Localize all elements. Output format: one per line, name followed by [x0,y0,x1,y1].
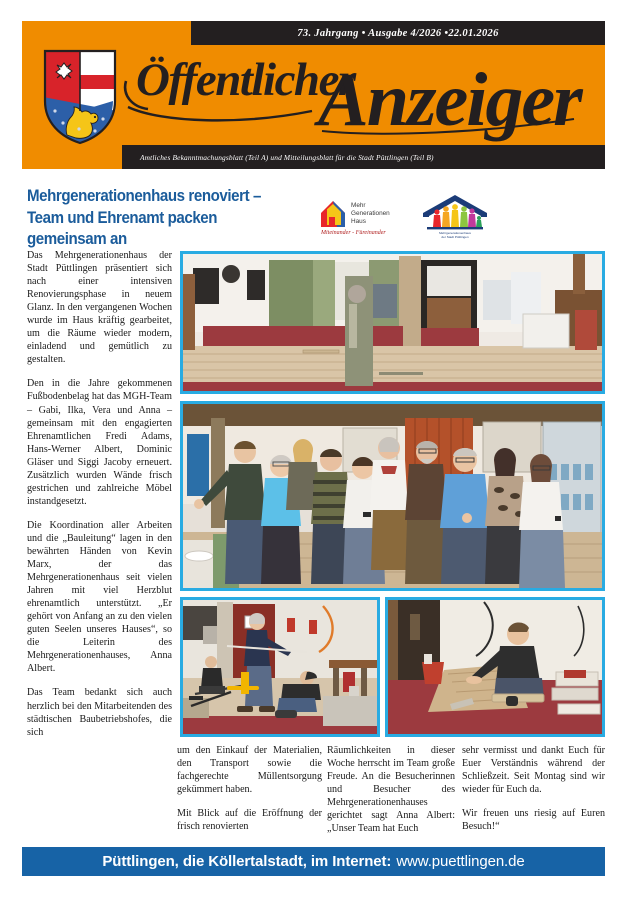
article-logos [317,193,497,239]
paragraph: Mit Blick auf die Eröffnung der frisch renovierten [177,808,322,833]
logo-text-line2: Generationen [351,210,390,217]
article-column-3 [327,744,455,846]
logotype-word-anzeiger: Anzeiger [318,58,581,142]
footer-banner [22,847,605,876]
logo-caption-line2: der Stadt Püttlingen [441,235,469,239]
issue-line: 73. Jahrgang • Ausgabe 4/2026 •22.01.2026 [191,21,605,45]
headline-line-2: Team und Ehrenamt packen gemeinsam an [27,208,218,248]
coat-of-arms-icon [43,49,117,145]
footer-url[interactable]: www.puettlingen.de [396,853,525,870]
photo-volunteer-laying-new-floor [385,597,605,737]
headline-line-1: Mehrgenerationenhaus renoviert – [27,187,261,205]
article-column-1 [27,249,172,750]
paragraph: um den Einkauf der Materialien, den Transport sowie die fachgerechte Müllentsorgung gekümmert haben. [177,745,322,796]
mehr-generationen-haus-logo [317,195,413,237]
photo-volunteers-removing-old-floor [180,597,380,737]
paragraph: Das Team bedankt sich auch herzlich bei den Mitarbeitenden des städtischen Baubetriebshofes, die sich [27,687,172,738]
photo-mgh-team-group [180,401,605,591]
logotype-word-oeffentlicher: Öffentlicher [136,54,355,106]
masthead-logotype [122,45,602,143]
logo-text-line3: Haus [351,218,366,225]
photo-renovated-room-new-floor [180,251,605,394]
logo-tagline: Miteinander - Füreinander [321,230,386,236]
masthead-subtitle: Amtliches Bekanntmachungsblatt (Teil A) und Mitteilungsblatt für die Stadt Püttlingen (Teil B) [122,145,605,169]
mehrgenerationenhaus-stadt-puettlingen-logo [415,193,495,239]
article-column-2 [177,744,322,844]
footer-bold-text: Püttlingen, die Köllertalstadt, im Internet: [102,853,392,870]
masthead [22,21,605,169]
paragraph: Die Koordination aller Arbeiten und die „Bauleitung“ lagen in den bewährten Händen von Kevin Marx, der das Mehrgenerationenhaus seit vielen Jahren mit viel Herzblut ehrenamtlich unterstützt. „Er gehört von Anfang an zu den vielen guten Seelen unseres Hauses“, so die Leiterin des Mehrgenerationenhauses, Anna Albert. [27,519,172,675]
page-title [27,186,294,251]
paragraph: Wir freuen uns riesig auf Euren Besuch!“ [462,808,605,833]
paragraph: Das Mehrgenerationenhaus der Stadt Püttlingen präsentiert sich nach einer intensiven Renovierungsphase in neuem Glanz. In den vergangenen Wochen wurde im Haus kräftig gearbeitet, um die Räume wieder modern, einladend und gemütlich zu gestalten. [27,250,172,366]
paragraph: Räumlichkeiten in dieser Woche herrscht im Team große Freude. An die Besucherinnen und Besucher des Mehrgenerationenhauses gerichtet sagt Anna Albert: „Unser Team hat Euch [327,745,455,835]
article-column-4 [462,744,605,844]
logo-caption-line1: Mehrgenerationenhaus [439,231,471,235]
paragraph: Den in die Jahre gekommenen Fußbodenbelag hat das MGH-Team – Gabi, Ilka, Vera und Anna – gemeinsam mit den engagierten Ehrenamtlichen Fredi Adams, Hans-Werner Albert, Dominic Gläser und Siggi Jacoby erneuert. Zusätzlich wurden Wände frisch gestrichen und zahlreiche Möbel instandgesetzt. [27,378,172,507]
paragraph: sehr vermisst und dankt Euch für Euer Verständnis während der Schließzeit. Seit Montag sind wir wieder für Euch da. [462,745,605,796]
logo-text-line1: Mehr [351,202,366,209]
